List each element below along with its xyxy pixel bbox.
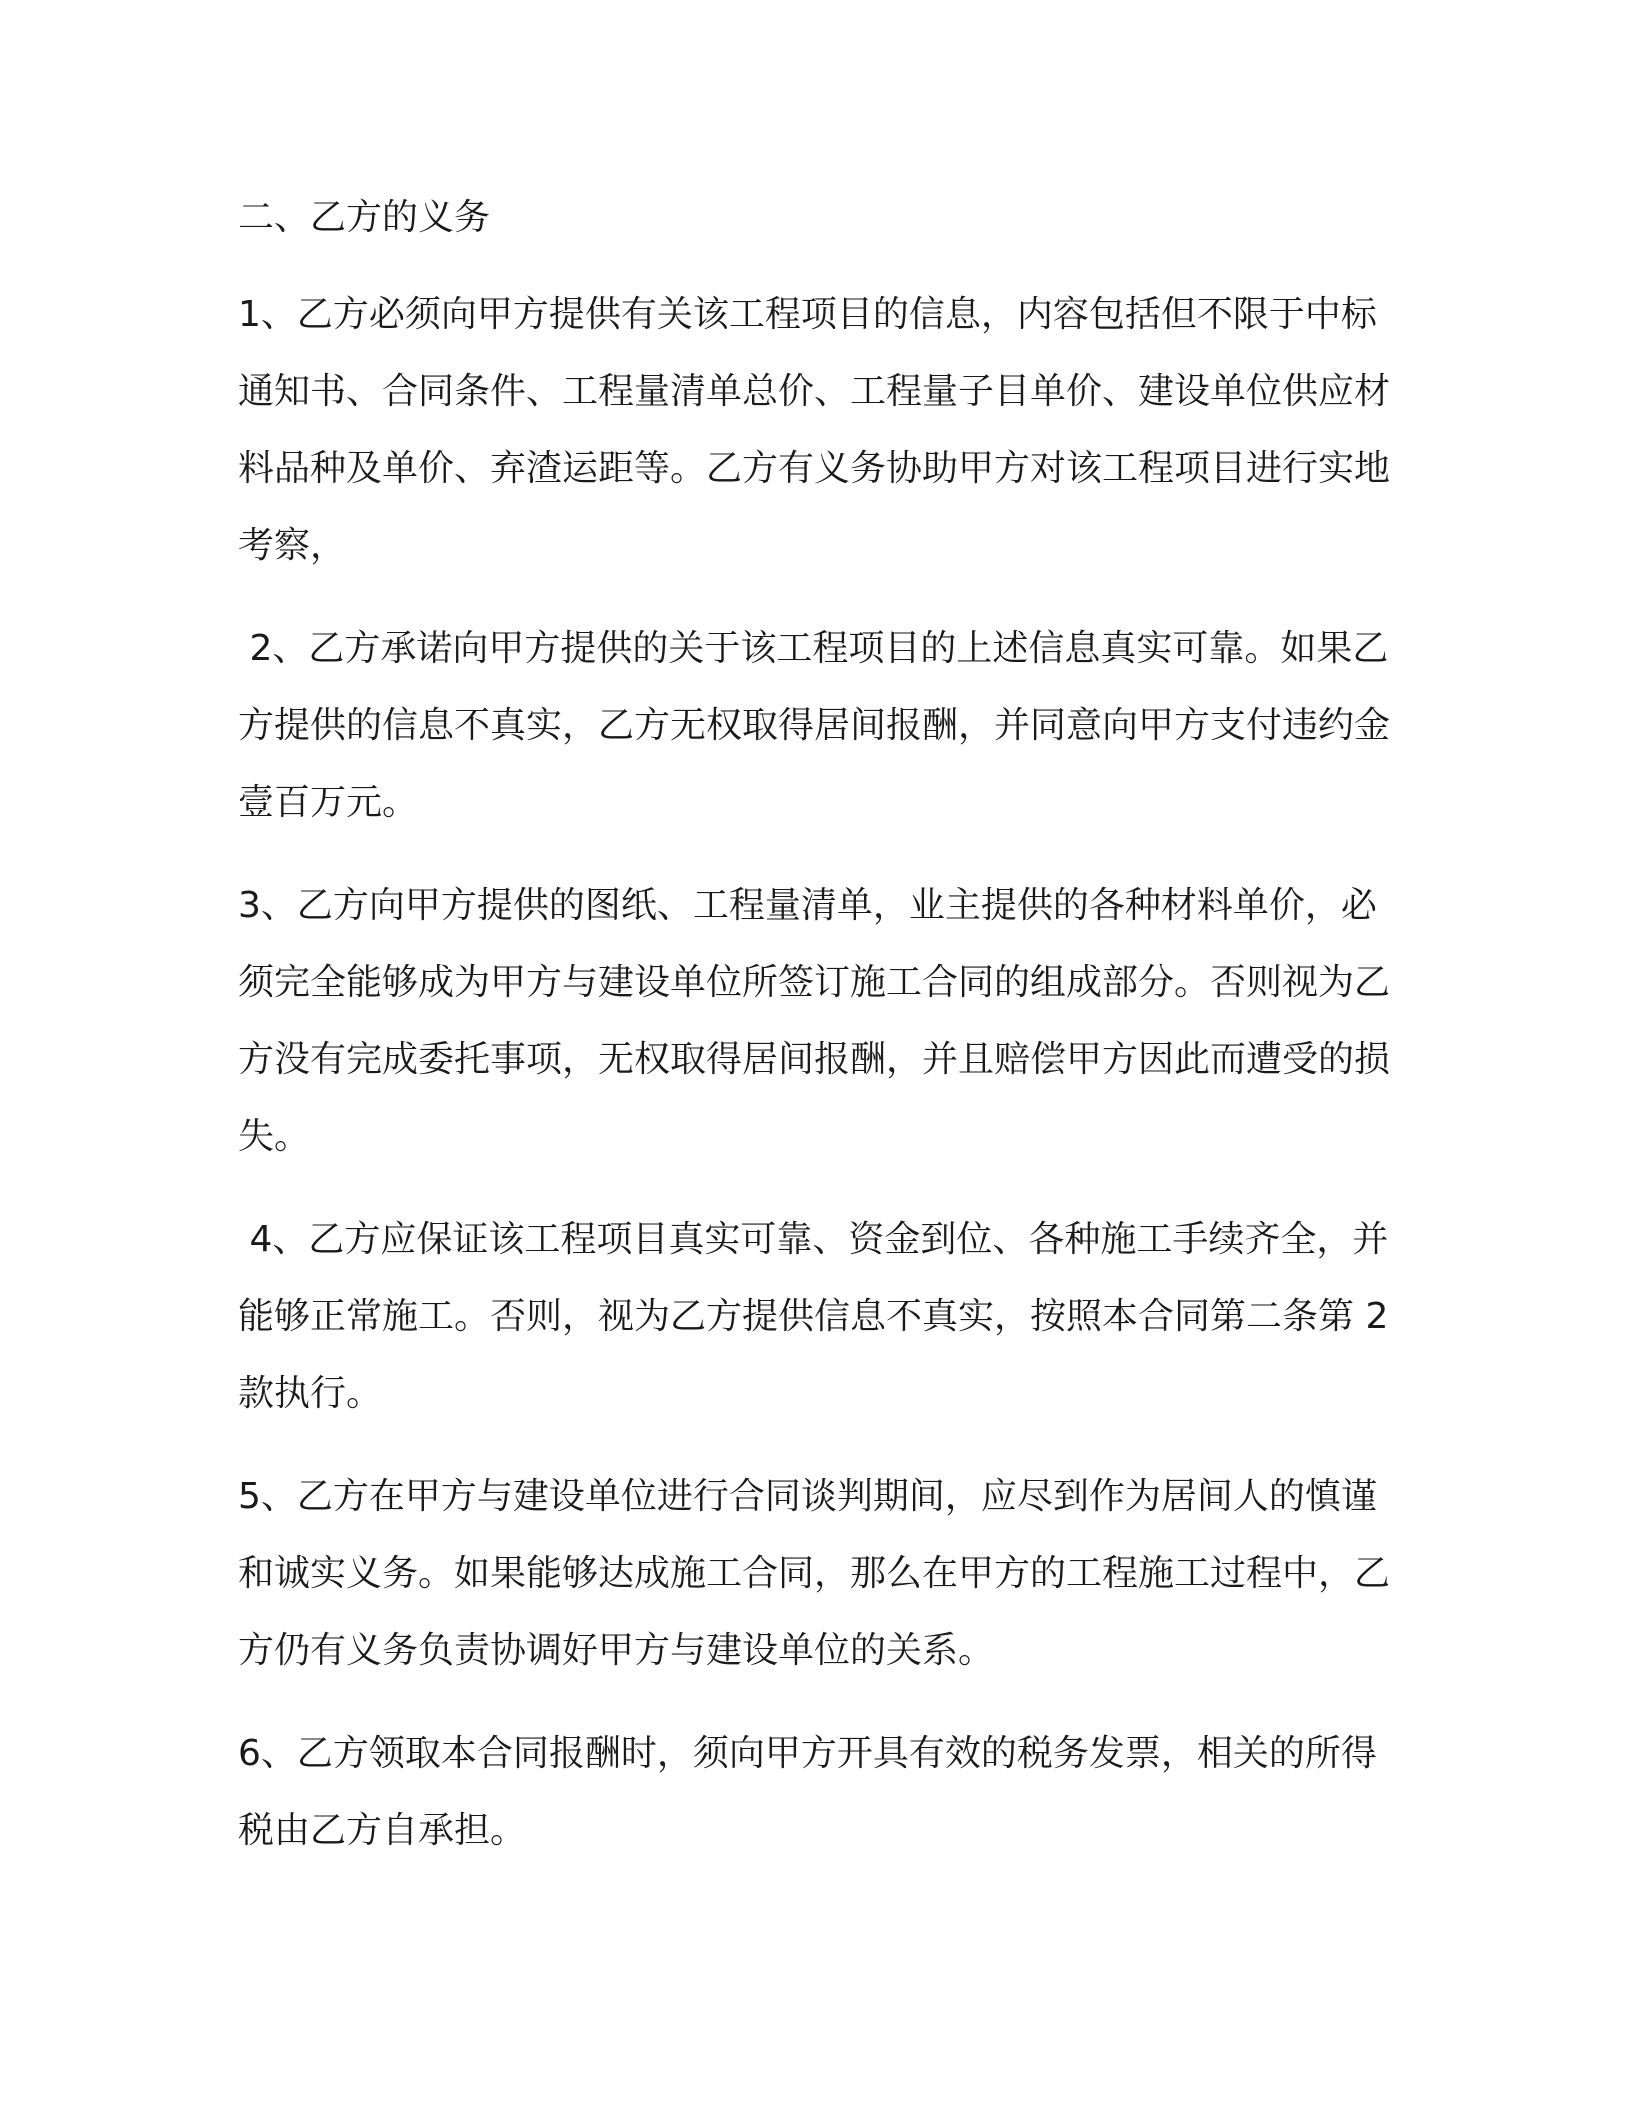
section-heading: 二、乙方的义务	[238, 197, 491, 238]
clause-4: 4、乙方应保证该工程项目真实可靠、资金到位、各种施工手续齐全，并能够正常施工。否则，视为乙方提供信息不真实，按照本合同第二条第 2 款执行。	[238, 1219, 1400, 1414]
clause-6: 6、乙方领取本合同报酬时，须向甲方开具有效的税务发票，相关的所得税由乙方自承担。	[238, 1733, 1377, 1851]
clause-5: 5、乙方在甲方与建设单位进行合同谈判期间，应尽到作为居间人的慎谨和诚实义务。如果能够达成施工合同，那么在甲方的工程施工过程中，乙方仍有义务负责协调好甲方与建设单位的关系。	[238, 1476, 1391, 1671]
clause-3: 3、乙方向甲方提供的图纸、工程量清单，业主提供的各种材料单价，必须完全能够成为甲方与建设单位所签订施工合同的组成部分。否则视为乙方没有完成委托事项，无权取得居间报酬，并且赔偿甲方因此而遭受的损失。	[238, 885, 1391, 1157]
document-body	[238, 186, 1398, 1895]
clause-1: 1、乙方必须向甲方提供有关该工程项目的信息，内容包括但不限于中标通知书、合同条件、工程量清单总价、工程量子目单价、建设单位供应材料品种及单价、弃渣运距等。乙方有义务协助甲方对该工程项目进行实地考察，	[238, 294, 1391, 566]
clause-2: 2、乙方承诺向甲方提供的关于该工程项目的上述信息真实可靠。如果乙方提供的信息不真实，乙方无权取得居间报酬，并同意向甲方支付违约金壹百万元。	[238, 628, 1391, 823]
